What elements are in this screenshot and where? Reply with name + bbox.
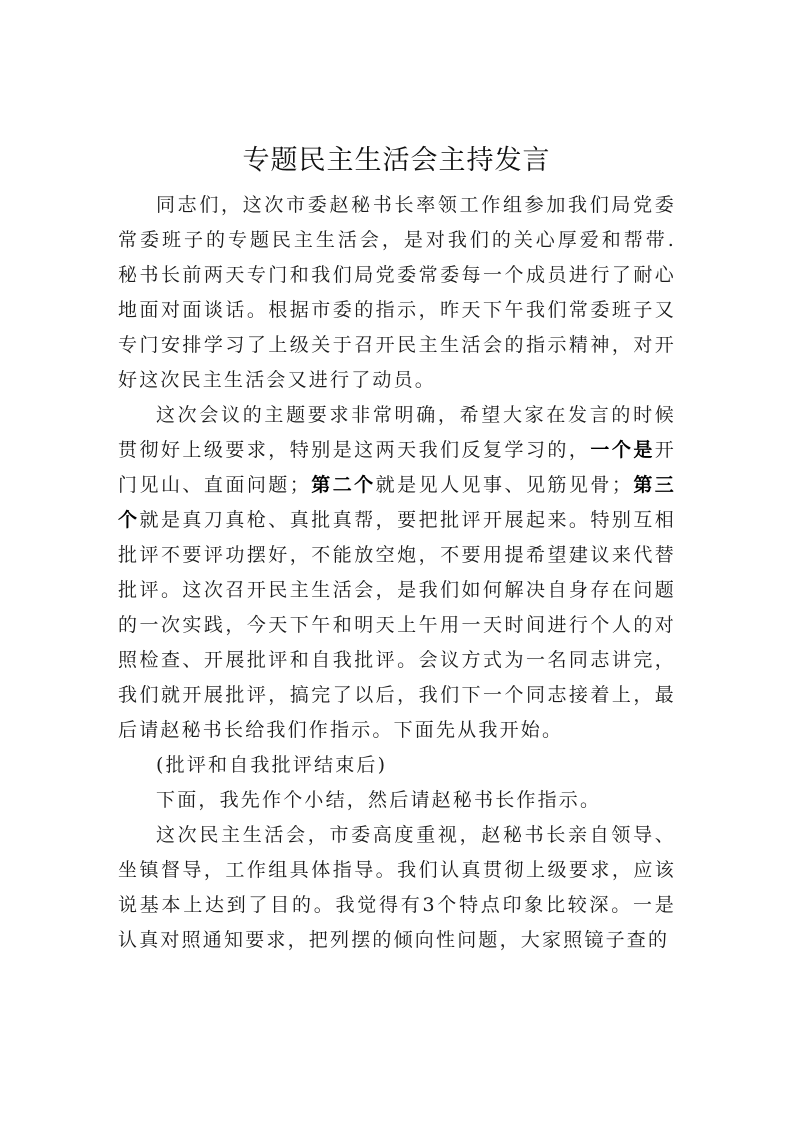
paragraph-meeting-requirements xyxy=(118,398,676,748)
bold-point-three: 第三个 xyxy=(118,474,676,531)
text-segment: 就是真刀真枪、真批真帮，要把批评开展起来。特别互相批评不要评功摆好，不能放空炮，不要用提希望建议来代替批评。这次召开民主生活会，是我们如何解决自身存在问题的一次实践，今天下午和明天上午用一天时间进行个人的对照检查、开展批评和自我批评。会议方式为一名同志讲完，我们就开展批评，搞完了以后，我们下一个同志接着上，最后请赵秘书长给我们作指示。下面先从我开始。 xyxy=(118,509,676,741)
text-segment: 就是见人见事、见筋见骨； xyxy=(375,474,634,496)
paragraph-summary: 这次民主生活会，市委高度重视，赵秘书长亲自领导、坐镇督导，工作组具体指导。我们认真贯彻上级要求，应该说基本上达到了目的。我觉得有3个特点印象比较深。一是认真对照通知要求，把列摆的倾向性问题，大家照镜子查的 xyxy=(118,824,676,951)
text-segment: 开门见山、直面问题； xyxy=(118,439,676,496)
document-body xyxy=(118,188,676,958)
paragraph-opening: 同志们，这次市委赵秘书长率领工作组参加我们局党委常委班子的专题民主生活会，是对我们的关心厚爱和帮带.秘书长前两天专门和我们局党委常委每一个成员进行了耐心地面对面谈话。根据市委的指示，昨天下午我们常委班子又专门安排学习了上级关于召开民主生活会的指示精神，对开好这次民主生活会又进行了动员。 xyxy=(118,194,676,391)
paragraph-stage-note: (批评和自我批评结束后) xyxy=(156,754,388,776)
document-title: 专题民主生活会主持发言 xyxy=(242,145,551,176)
text-segment: 这次会议的主题要求非常明确，希望大家在发言的时候贯彻好上级要求，特别是这两天我们反复学习的， xyxy=(118,404,676,461)
bold-point-two: 第二个 xyxy=(310,474,376,496)
paragraph-summary-intro: 下面，我先作个小结，然后请赵秘书长作指示。 xyxy=(156,789,602,811)
bold-point-one: 一个是 xyxy=(590,439,655,461)
